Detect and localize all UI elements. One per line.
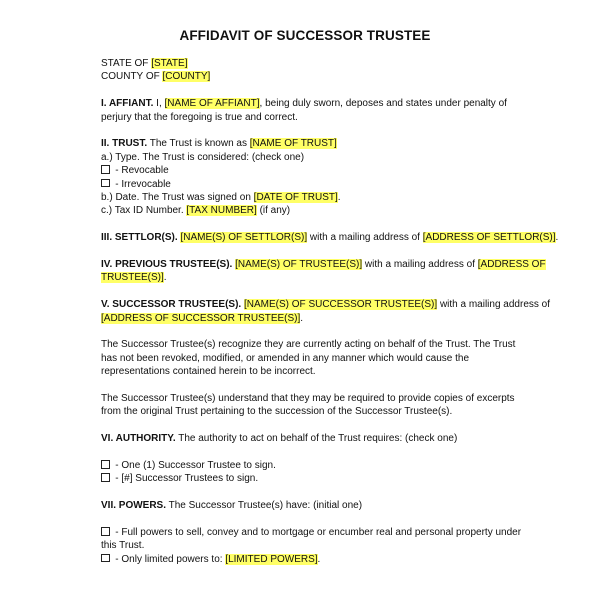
powers-option-limited[interactable] (101, 553, 508, 566)
state-label: STATE OF (101, 58, 152, 69)
affiant-line-2: perjury that the foregoing is true and correct. (101, 111, 298, 123)
trust-option-irrevocable[interactable] (101, 178, 508, 191)
authority-option-one[interactable] (101, 459, 508, 472)
trust-line-1 (101, 137, 508, 150)
successor-text: with a mailing address of (437, 299, 551, 311)
previous-line-2 (101, 271, 508, 284)
trust-text-1: The Trust is known as (147, 138, 250, 150)
county-line (101, 70, 508, 83)
checkbox-icon[interactable] (101, 473, 110, 482)
checkbox-icon[interactable] (101, 554, 110, 563)
powers-option-full-line-2: this Trust. (101, 540, 145, 552)
settlor-line (101, 231, 559, 244)
checkbox-icon[interactable] (101, 527, 110, 536)
successor-heading: V. SUCCESSOR TRUSTEE(S). (101, 299, 242, 311)
successor-line-1 (101, 298, 551, 311)
trust-option-revocable[interactable] (101, 164, 508, 177)
authority-text: The authority to act on behalf of the Trust requires: (check one) (175, 433, 458, 445)
powers-option-limited-label: - Only limited powers to: (112, 553, 226, 565)
settlor-text: with a mailing address of (307, 232, 423, 244)
authority-line (101, 432, 508, 445)
state-line (101, 57, 508, 70)
authority-option-multiple-label: - [#] Successor Trustees to sign. (112, 473, 259, 485)
trust-tax-note: (if any) (256, 205, 291, 217)
para1-line-3: representations contained herein to be incorrect. (101, 366, 316, 378)
para2-line-2: from the original Trust pertaining to the succession of the Successor Trustee(s). (101, 406, 453, 418)
powers-line (101, 499, 508, 512)
authority-heading: VI. AUTHORITY. (101, 433, 176, 445)
checkbox-icon[interactable] (101, 179, 110, 188)
checkbox-icon[interactable] (101, 165, 110, 174)
trust-tax-field[interactable]: [TAX NUMBER] (186, 205, 257, 217)
revocable-label: - Revocable (112, 165, 169, 177)
irrevocable-label: - Irrevocable (112, 178, 171, 190)
powers-heading: VII. POWERS. (101, 500, 167, 512)
trust-date-line (101, 191, 508, 204)
successor-address-field[interactable]: [ADDRESS OF SUCCESSOR TRUSTEE(S)] (101, 312, 301, 324)
previous-line-1 (101, 258, 546, 271)
previous-address-field-2[interactable]: TRUSTEE(S)] (101, 272, 164, 284)
successor-name-field[interactable]: [NAME(S) OF SUCCESSOR TRUSTEE(S)] (244, 299, 438, 311)
previous-address-field-1[interactable]: [ADDRESS OF (477, 259, 546, 271)
affiant-text-1: I, (153, 98, 165, 110)
previous-text: with a mailing address of (362, 259, 478, 271)
trust-type-line: a.) Type. The Trust is considered: (check one) (101, 151, 305, 163)
trust-name-field[interactable]: [NAME OF TRUST] (249, 138, 337, 150)
trust-date-field[interactable]: [DATE OF TRUST] (253, 192, 338, 204)
state-field[interactable]: [STATE] (151, 58, 188, 69)
checkbox-icon[interactable] (101, 460, 110, 469)
county-field[interactable]: [COUNTY] (162, 71, 211, 83)
authority-option-one-label: - One (1) Successor Trustee to sign. (112, 460, 276, 472)
para2-line-1: The Successor Trustee(s) understand that they may be required to provide copies of excerpts (101, 393, 515, 405)
limited-powers-field[interactable]: [LIMITED POWERS] (225, 553, 318, 565)
affiant-line-1 (101, 97, 508, 110)
powers-end: . (317, 553, 321, 565)
settlor-heading: III. SETTLOR(S). (101, 232, 178, 244)
trust-date-label: b.) Date. The Trust was signed on (101, 192, 254, 204)
county-label: COUNTY OF (101, 71, 163, 83)
settlor-name-field[interactable]: [NAME(S) OF SETTLOR(S)] (180, 232, 308, 244)
previous-end: . (163, 272, 167, 284)
trust-heading: II. TRUST. (101, 138, 148, 150)
trust-tax-line (101, 204, 508, 217)
powers-text: The Successor Trustee(s) have: (initial one) (166, 500, 363, 512)
document-title: AFFIDAVIT OF SUCCESSOR TRUSTEE (179, 28, 431, 43)
para1-line-1: The Successor Trustee(s) recognize they are currently acting on behalf of the Trust. The Trust (101, 339, 516, 351)
trust-date-end: . (337, 192, 341, 204)
para1-line-2: has not been revoked, modified, or amended in any manner which would cause the (101, 352, 470, 364)
settlor-end: . (555, 232, 559, 244)
trust-tax-label: c.) Tax ID Number. (101, 205, 187, 217)
successor-end: . (300, 312, 304, 324)
previous-name-field[interactable]: [NAME(S) OF TRUSTEE(S)] (235, 259, 363, 271)
powers-option-full[interactable] (101, 526, 522, 539)
document-body (101, 57, 559, 566)
affiant-heading: I. AFFIANT. (101, 98, 154, 110)
affiant-name-field[interactable]: [NAME OF AFFIANT] (164, 98, 260, 110)
powers-option-full-label: - Full powers to sell, convey and to mortgage or encumber real and personal property under (112, 527, 522, 539)
settlor-address-field[interactable]: [ADDRESS OF SETTLOR(S)] (422, 232, 556, 244)
affiant-text-2: , being duly sworn, deposes and states under penalty of (259, 98, 507, 110)
successor-line-2 (101, 312, 508, 325)
authority-option-multiple[interactable] (101, 472, 508, 485)
previous-heading: IV. PREVIOUS TRUSTEE(S). (101, 259, 233, 271)
